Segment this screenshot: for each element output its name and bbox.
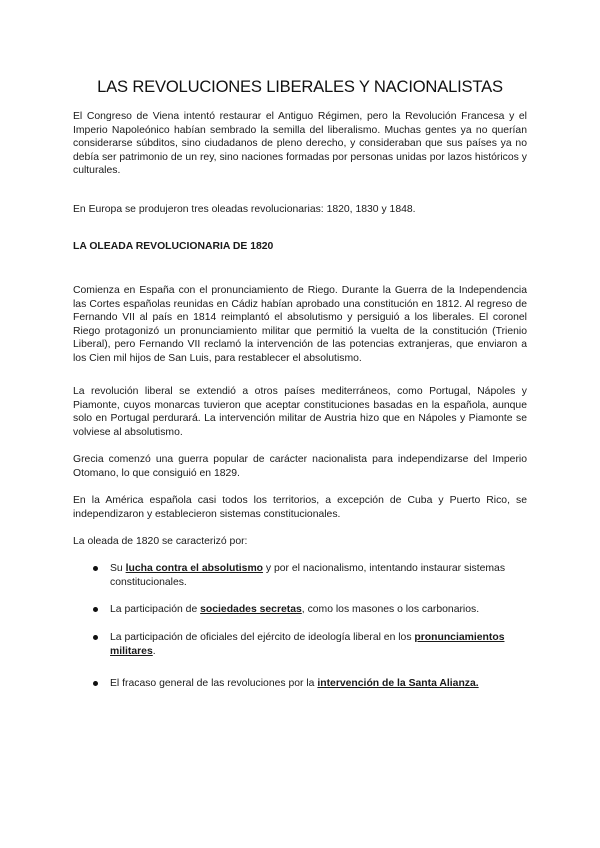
list-item-text: La participación de sociedades secretas, como los masones o los carbonarios.: [110, 604, 480, 615]
list-item-text: Su lucha contra el absolutismo y por el nacionalismo, intentando instaurar sistemas constitucionales.: [110, 563, 506, 588]
paragraph-characteristics: La oleada de 1820 se caracterizó por:: [73, 536, 248, 547]
bullet-icon: [93, 681, 98, 686]
waves-paragraph: En Europa se produjeron tres oleadas revolucionarias: 1820, 1830 y 1848.: [73, 204, 416, 215]
bullet-icon: [93, 635, 98, 640]
bullet-icon: [93, 607, 98, 612]
paragraph-mediterranean: La revolución liberal se extendió a otros países mediterráneos, como Portugal, Nápoles y Piamonte, cuyos monarcas tuvieron que aceptar constituciones basadas en la española, aunque solo en Portugal perdurará. La intervención militar de Austria hizo que en Nápoles y Piamonte se volviese al absolutismo.: [73, 386, 527, 438]
section-heading: LA OLEADA REVOLUCIONARIA DE 1820: [73, 241, 274, 252]
paragraph-spain: Comienza en España con el pronunciamiento de Riego. Durante la Guerra de la Independencia las Cortes españolas reunidas en Cádiz habían aprobado una constitución en 1812. Al regreso de Fernando VII al país en 1814 reimplantó el absolutismo y persiguió a los liberales. El coronel Riego protagonizó un pronunciamiento militar que permitió la vuelta de la constitución (Trienio Liberal), pero Fernando VII reclamó la intervención de las potencias extranjeras, que enviaron a los Cien mil hijos de San Luis, para restablecer el absolutismo.: [73, 285, 527, 364]
list-item-text: La participación de oficiales del ejército de ideología liberal en los pronunciamientos militares.: [110, 632, 505, 657]
intro-paragraph: El Congreso de Viena intentó restaurar el Antiguo Régimen, pero la Revolución Francesa y el Imperio Napoleónico habían sembrado la semilla del liberalismo. Muchas gentes ya no querían considerarse súbditos, sino ciudadanos de pleno derecho, y consideraban que sus países ya no debía ser patrimonio de un rey, sino naciones formadas por personas unidas por lazos históricos y culturales.: [73, 111, 527, 177]
paragraph-america: En la América española casi todos los territorios, a excepción de Cuba y Puerto Rico, se independizaron y establecieron sistemas constitucionales.: [73, 495, 527, 520]
list-item-text: El fracaso general de las revoluciones por la intervención de la Santa Alianza.: [110, 678, 479, 689]
paragraph-greece: Grecia comenzó una guerra popular de carácter nacionalista para independizarse del Imperio Otomano, lo que consiguió en 1829.: [73, 454, 527, 479]
page-title: LAS REVOLUCIONES LIBERALES Y NACIONALISTAS: [97, 77, 503, 96]
bullet-icon: [93, 566, 98, 571]
